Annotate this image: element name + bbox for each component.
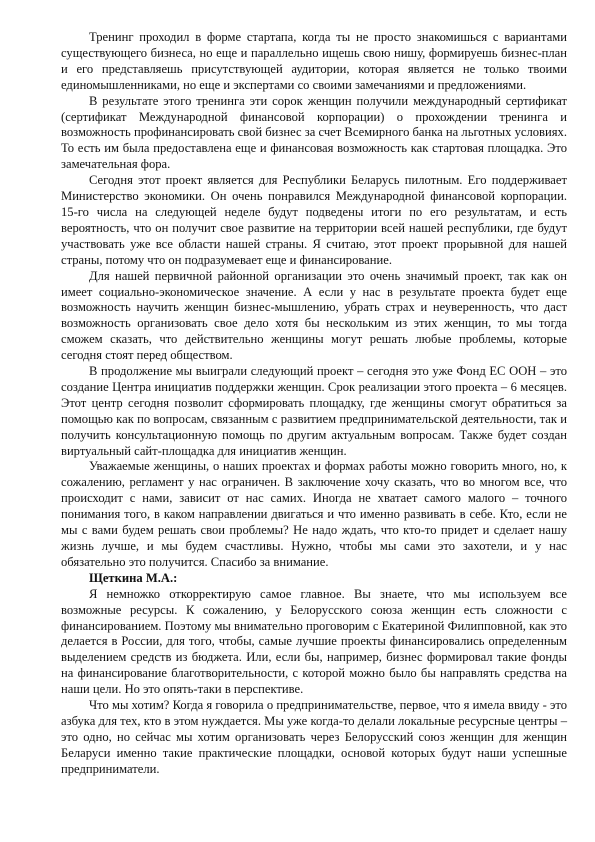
paragraph-8: Что мы хотим? Когда я говорила о предпринимательстве, первое, что я имела ввиду - это азбука для тех, кто в этом нуждается. Мы уже когда-то делали локальные ресурсные центры – это одно, но сейчас мы хотим организовать через Белорусский союз женщин для женщин Беларуси именно такие практические площадки, основой которых будут наши успешные предприниматели. — [61, 698, 567, 776]
paragraph-2: В результате этого тренинга эти сорок женщин получили международный сертификат (сертификат Международной финансовой корпорации) о прохождении тренинга и возможность профинансировать свой бизнес за счет Всемирного банка на льготных условиях. То есть им была предоставлена еще и финансовая возможность как стартовая площадка. Это замечательная фора. — [61, 93, 567, 172]
paragraph-3: Сегодня этот проект является для Республики Беларусь пилотным. Его поддерживает Министерство экономики. Он очень понравился Международной финансовой корпорации. 15-го числа на следующей неделе будут подведены итоги по его результатам, и есть вероятность, что он получит свое развитие на территории всей нашей республики, где будут участвовать уже все области нашей страны. Я считаю, этот проект прорывной для нашей страны, потому что он подразумевает еще и финансирование. — [61, 173, 567, 267]
paragraph-7: Я немножко откорректирую самое главное. Вы знаете, что мы используем все возможные ресурсы. К сожалению, у Белорусского союза женщин есть сложности с финансированием. Поэтому мы внимательно проговорим с Екатериной Филипповной, как это делается в России, для того, чтобы, самые лучшие проекты финансировались определенным выделением средств из бюджета. Или, если бы, например, бизнес формировал такие фонды на финансирование благотворительности, с которой можно было бы направлять средства на наши цели. Но это опять-таки в перспективе. — [61, 586, 567, 697]
speaker-name: Щеткина М.А.: — [89, 570, 178, 585]
document-page — [61, 30, 567, 778]
paragraph-5: В продолжение мы выиграли следующий проект – сегодня это уже Фонд ЕС ООН – это создание Центра инициатив поддержки женщин. Срок реализации этого проекта – 6 месяцев. Этот центр сегодня позволит сформировать площадку, где женщины смогут обратиться за помощью как по вопросам, связанным с развитием предпринимательской деятельности, так и получить консультационную помощь по другим актуальным вопросам. Также будет создан виртуальный сайт-площадка для инициатив женщин. — [61, 364, 567, 458]
paragraph-4: Для нашей первичной районной организации это очень значимый проект, так как он имеет социально-экономическое значение. А если у нас в результате проекта будет еще возможность научить женщин бизнес-мышлению, убрать страх и неуверенность, что даст возможность организовать свое дело хотя бы нескольким из этих женщин, то мы тогда сможем сказать, что действительно женщины могут решать любые проблемы, которые сегодня стоят перед обществом. — [61, 268, 567, 363]
paragraph-6: Уважаемые женщины, о наших проектах и формах работы можно говорить много, но, к сожалению, регламент у нас ограничен. В заключение хочу сказать, что во многом все, что происходит с нами, зависит от нас самих. Иногда не хватает самого малого – точного понимания того, в каком направлении двигаться и что именно развивать в себе. Кто, если не мы с вами будем решать свои проблемы? Не надо ждать, что кто-то придет и сделает нашу жизнь лучше, и мы будем счастливы. Нужно, чтобы мы сами это захотели, и у нас обязательно это получится. Спасибо за внимание. — [61, 459, 567, 569]
paragraph-1: Тренинг проходил в форме стартапа, когда ты не просто знакомишься с вариантами существующего бизнеса, но еще и параллельно ищешь свою нишу, формируешь бизнес-план и его представляешь присутствующей аудитории, которая является не только твоими единомышленниками, но еще и экспертами со своими замечаниями и предложениями. — [61, 30, 567, 92]
